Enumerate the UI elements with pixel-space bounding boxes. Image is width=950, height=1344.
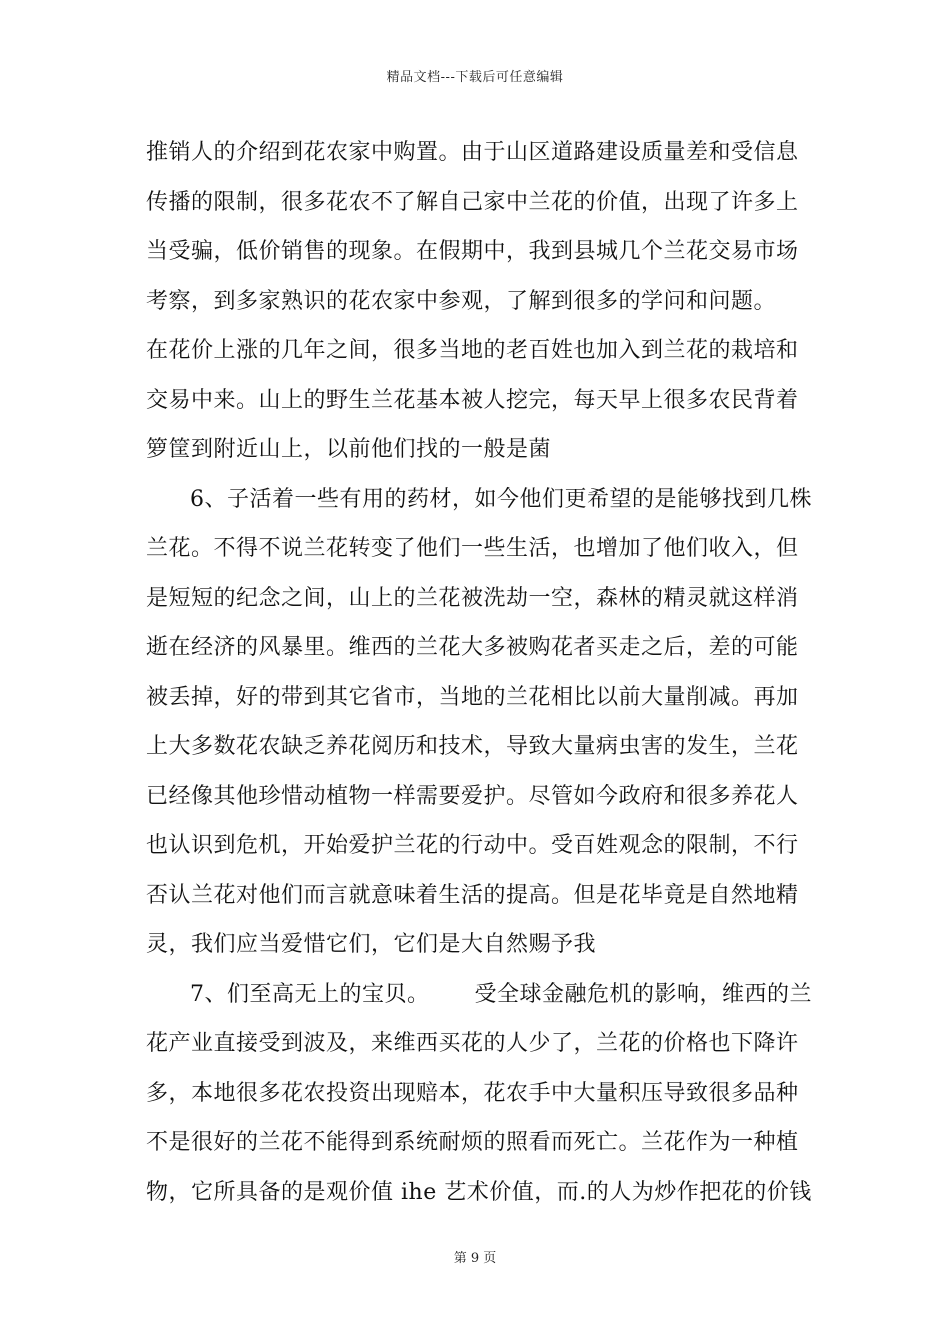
text-line: 交易中来。山上的野生兰花基本被人挖完，每天早上很多农民背着 bbox=[146, 387, 799, 413]
text-line: 不是很好的兰花不能得到系统耐烦的照看而死亡。兰花作为一种植 bbox=[146, 1130, 799, 1155]
paragraph-start-line: 7、们至高无上的宝贝。 受全球金融危机的影响，维西的兰 bbox=[190, 981, 812, 1007]
text-line: 箩筐到附近山上，以前他们找的一般是菌 bbox=[146, 437, 552, 462]
page-header: 精品文档---下载后可任意编辑 bbox=[386, 70, 564, 85]
text-line: 逝在经济的风暴里。维西的兰花大多被购花者买走之后，差的可能 bbox=[146, 635, 799, 660]
text-line: 否认兰花对他们而言就意味着生活的提高。但是花毕竟是自然地精 bbox=[146, 882, 799, 908]
text-line: 上大多数花农缺乏养花阅历和技术，导致大量病虫害的发生，兰花 bbox=[146, 734, 799, 759]
text-line: 传播的限制，很多花农不了解自己家中兰花的价值，出现了许多上 bbox=[146, 189, 799, 215]
text-line: 已经像其他珍惜动植物一样需要爱护。尽管如今政府和很多养花人 bbox=[146, 783, 799, 809]
paragraph-start-line: 6、子活着一些有用的药材，如今他们更希望的是能够找到几株 bbox=[190, 486, 812, 512]
page-number: 第 9 页 bbox=[453, 1251, 497, 1266]
body-text bbox=[146, 128, 812, 1217]
text-line: 推销人的介绍到花农家中购置。由于山区道路建设质量差和受信息 bbox=[146, 140, 799, 165]
text-line: 被丢掉，好的带到其它省市，当地的兰花相比以前大量削减。再加 bbox=[146, 684, 799, 710]
text-line: 考察，到多家熟识的花农家中参观，了解到很多的学问和问题。 bbox=[146, 288, 777, 314]
text-line: 多，本地很多花农投资出现赔本，花农手中大量积压导致很多品种 bbox=[146, 1080, 799, 1106]
text-line: 是短短的纪念之间，山上的兰花被洗劫一空，森林的精灵就这样消 bbox=[146, 585, 799, 611]
text-line: 当受骗，低价销售的现象。在假期中，我到县城几个兰花交易市场 bbox=[146, 239, 799, 264]
text-line: 在花价上涨的几年之间，很多当地的老百姓也加入到兰花的栽培和 bbox=[146, 338, 799, 363]
text-line: 也认识到危机，开始爱护兰花的行动中。受百姓观念的限制，不行 bbox=[146, 833, 799, 858]
text-line: 花产业直接受到波及，来维西买花的人少了，兰花的价格也下降许 bbox=[146, 1031, 799, 1056]
text-line: 物，它所具备的是观价值 ihe 艺术价值，而.的人为炒作把花的价钱 bbox=[146, 1179, 812, 1205]
text-line: 灵，我们应当爱惜它们，它们是大自然赐予我 bbox=[146, 932, 597, 957]
text-line: 兰花。不得不说兰花转变了他们一些生活，也增加了他们收入，但 bbox=[146, 536, 799, 561]
